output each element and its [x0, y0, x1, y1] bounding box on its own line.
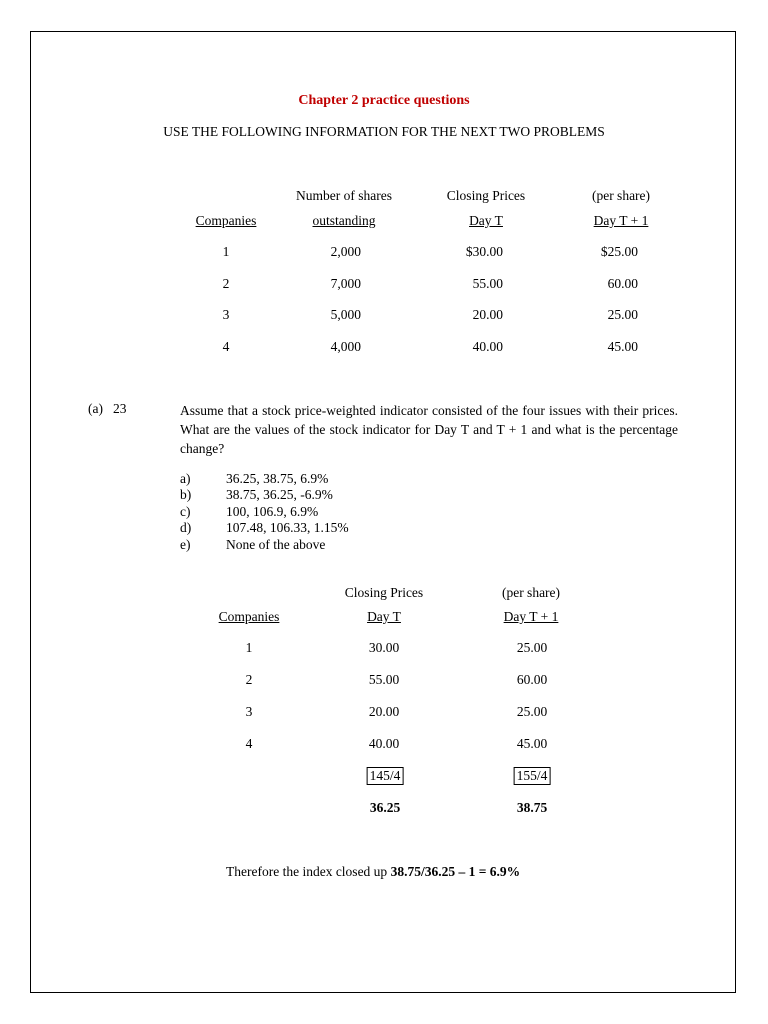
dayt1-cell: 45.00	[607, 339, 638, 354]
conclusion-formula: 38.75/36.25 – 1 = 6.9%	[390, 864, 521, 879]
question-text: Assume that a stock price-weighted indicator consisted of the four issues with their prices. What are the values of the stock indicator for Day T and T + 1 and what is the percentage change?	[180, 403, 678, 456]
conclusion-text: Therefore the index closed up	[226, 864, 391, 879]
instruction-heading: USE THE FOLLOWING INFORMATION FOR THE NEXT TWO PROBLEMS	[163, 124, 605, 139]
dayt1-cell: $25.00	[600, 244, 638, 259]
dayt1-cell: 25.00	[607, 307, 638, 322]
company-cell: 3	[245, 704, 253, 719]
company-cell: 2	[222, 276, 230, 291]
table1-header-dayt1: Day T + 1	[593, 213, 649, 228]
table2-header-closing: Closing Prices	[344, 585, 424, 600]
table1-header-dayt: Day T	[469, 213, 503, 228]
dayt-cell: 20.00	[472, 307, 503, 322]
company-cell: 4	[222, 339, 230, 354]
table1-header-shares-top: Number of shares	[296, 188, 392, 203]
dayt-cell: 55.00	[472, 276, 503, 291]
dayt-cell: $30.00	[465, 244, 503, 259]
dayt-cell: 30.00	[368, 640, 400, 655]
result-dayt1: 38.75	[516, 800, 548, 815]
option-letter: b)	[180, 487, 192, 502]
table2-header-pershare: (per share)	[501, 585, 561, 600]
option-letter: a)	[180, 471, 191, 486]
company-cell: 1	[245, 640, 253, 655]
dayt1-cell: 60.00	[607, 276, 638, 291]
option-text: 107.48, 106.33, 1.15%	[226, 520, 349, 535]
table1-header-closing: Closing Prices	[446, 188, 526, 203]
company-cell: 2	[245, 672, 253, 687]
option-letter: e)	[180, 537, 191, 552]
answer-label: (a)	[88, 401, 103, 416]
table2-header-dayt1: Day T + 1	[503, 609, 559, 624]
sum-dayt-box: 145/4	[367, 767, 404, 785]
shares-cell: 5,000	[330, 307, 361, 322]
dayt-cell: 55.00	[368, 672, 400, 687]
dayt1-cell: 25.00	[516, 704, 548, 719]
page-title: Chapter 2 practice questions	[298, 93, 470, 108]
table2-header-companies: Companies	[218, 609, 280, 624]
table1-header-pershare: (per share)	[591, 188, 651, 203]
option-text: None of the above	[226, 537, 326, 552]
shares-cell: 7,000	[330, 276, 361, 291]
dayt1-cell: 60.00	[516, 672, 548, 687]
question-number: 23	[113, 401, 127, 416]
option-text: 38.75, 36.25, -6.9%	[226, 487, 333, 502]
dayt-cell: 40.00	[368, 736, 400, 751]
table2-header-dayt: Day T	[367, 609, 401, 624]
option-letter: c)	[180, 504, 191, 519]
option-text: 100, 106.9, 6.9%	[226, 504, 319, 519]
company-cell: 3	[222, 307, 230, 322]
table1-header-companies: Companies	[195, 213, 257, 228]
page-border	[30, 31, 736, 993]
dayt-cell: 40.00	[472, 339, 503, 354]
company-cell: 4	[245, 736, 253, 751]
sum-dayt1-box: 155/4	[514, 767, 551, 785]
option-letter: d)	[180, 520, 192, 535]
dayt1-cell: 25.00	[516, 640, 548, 655]
conclusion	[226, 864, 520, 880]
shares-cell: 2,000	[330, 244, 361, 259]
dayt1-cell: 45.00	[516, 736, 548, 751]
table1-header-outstanding: outstanding	[312, 213, 376, 228]
company-cell: 1	[222, 244, 230, 259]
dayt-cell: 20.00	[368, 704, 400, 719]
result-dayt: 36.25	[369, 800, 401, 815]
option-text: 36.25, 38.75, 6.9%	[226, 471, 329, 486]
shares-cell: 4,000	[330, 339, 361, 354]
